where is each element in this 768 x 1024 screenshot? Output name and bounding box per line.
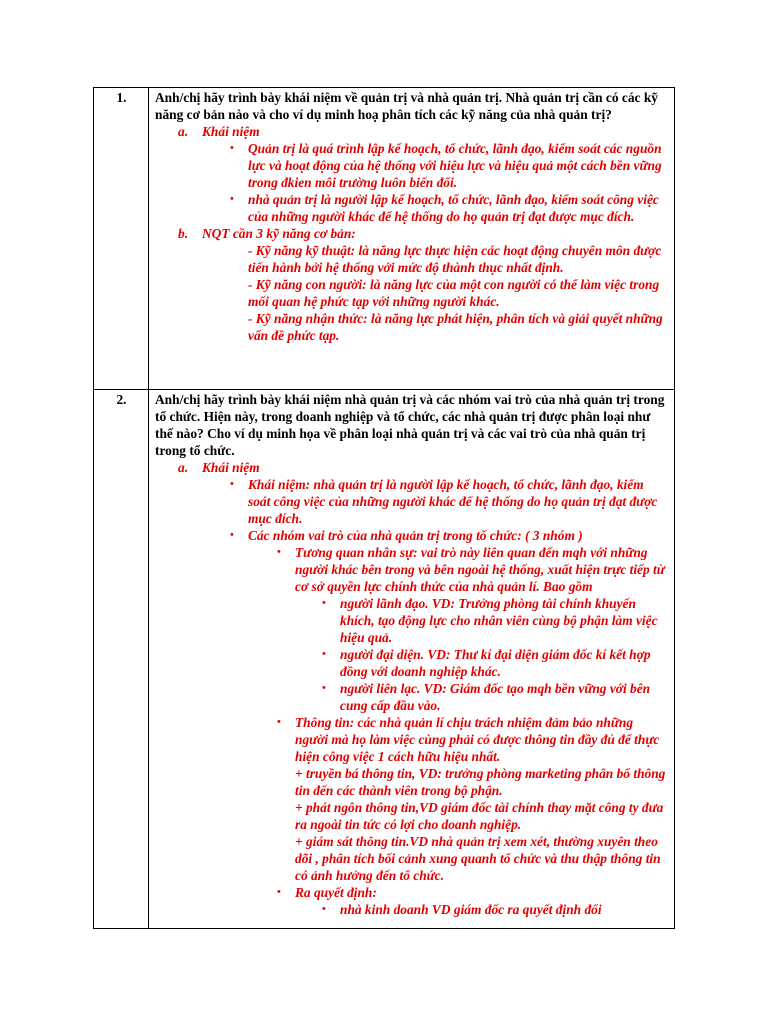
bullet-icon: • (230, 478, 234, 490)
question-number: 2. (94, 390, 149, 929)
table-row (94, 390, 675, 929)
bullet-item (155, 476, 669, 527)
skill-line: - Kỹ năng con người: là năng lực của một con người có thể làm việc trong mối quan hệ phức tạp với những người khác. (248, 277, 660, 309)
skill-line: - Kỹ năng nhận thức: là năng lực phát hiện, phân tích và giải quyết những vấn đề phức tạp. (248, 311, 663, 343)
bullet-text: Tương quan nhân sự: vai trò này liên quan đến mqh với những người khác bên trong và bên ngoài hệ thống, xuất hiện trực tiếp từ cơ sở quyền lực chính thức của nhà quản lí. Bao gồm (295, 545, 665, 594)
bullet-text: nhà kinh doanh VD giám đốc ra quyết định đổi (340, 902, 602, 917)
bullet-item (155, 901, 669, 918)
answer-content (155, 89, 669, 389)
bullet-icon: • (277, 886, 281, 898)
bullet-text: Khái niệm: nhà quản trị là người lập kế hoạch, tổ chức, lãnh đạo, kiểm soát công việc của những người khác để hệ thống do họ quản trị đạt được mục đích. (248, 477, 658, 526)
bullet-text: Ra quyết định: (295, 885, 377, 900)
bullet-icon: • (230, 193, 234, 205)
info-line: + phát ngôn thông tin,VD giám đốc tài chính thay mặt công ty đưa ra ngoài tin tức có lợi cho doanh nghiệp. (295, 800, 664, 832)
bullet-item (155, 544, 669, 595)
section-title: Khái niệm (202, 124, 260, 139)
question-number: 1. (94, 88, 149, 390)
bullet-text: nhà quản trị là người lập kế hoạch, tổ chức, lãnh đạo, kiểm soát công việc của những người khác để hệ thống do họ quản trị đạt được mục đích. (248, 192, 659, 224)
bullet-item (155, 191, 669, 225)
bullet-item (155, 646, 669, 680)
qa-table (93, 87, 675, 929)
question-cell (149, 390, 675, 929)
question-cell (149, 88, 675, 390)
question-text: Anh/chị hãy trình bày khái niệm về quản trị và nhà quản trị. Nhà quản trị cần có các kỹ năng cơ bản nào và cho ví dụ minh hoạ phân tích các kỹ năng của nhà quản trị? (155, 90, 658, 122)
bullet-icon: • (322, 903, 326, 915)
bullet-text: Thông tin: các nhà quản lí chịu trách nhiệm đảm bảo những người mà họ làm việc cùng phải có được thông tin đầy đủ để thực hiện công việc 1 cách hữu hiệu nhất. (295, 715, 660, 764)
bullet-icon: • (322, 682, 326, 694)
bullet-text: người đại diện. VD: Thư kí đại diện giám đốc kí kết hợp đồng với doanh nghiệp khác. (340, 647, 651, 679)
bullet-icon: • (322, 648, 326, 660)
section-letter: b. (178, 226, 189, 241)
section-a-heading (155, 123, 669, 140)
info-line: + giám sát thông tin.VD nhà quản trị xem xét, thường xuyên theo dõi , phân tích bối cảnh xung quanh tổ chức và thu thập thông tin có ảnh hưởng đến tổ chức. (295, 834, 661, 883)
question-text: Anh/chị hãy trình bày khái niệm nhà quản trị và các nhóm vai trò của nhà quản trị trong tổ chức. Hiện này, trong doanh nghiệp và tổ chức, các nhà quản trị được phân loại như thế nào? Cho ví dụ minh họa về phân loại nhà quản trị và các vai trò của nhà quản trị trong tổ chức. (155, 392, 665, 458)
section-letter: a. (178, 124, 189, 139)
bullet-icon: • (277, 716, 281, 728)
section-a-heading (155, 459, 669, 476)
bullet-text: người liên lạc. VD: Giám đốc tạo mqh bền vững với bên cung cấp đầu vào. (340, 681, 651, 713)
section-title: NQT cần 3 kỹ năng cơ bản: (202, 226, 356, 241)
bullet-icon: • (230, 142, 234, 154)
bullet-icon: • (230, 529, 234, 541)
skill-line: - Kỹ năng kỹ thuật: là năng lực thực hiện các hoạt động chuyên môn được tiến hành bởi hệ thống với mức độ thành thục nhất định. (248, 243, 662, 275)
bullet-text: Quản trị là quá trình lập kế hoạch, tổ chức, lãnh đạo, kiểm soát các nguồn lực và hoạt động của hệ thống với hiệu lực và hiệu quả một cách bền vững trong đkien môi trường luôn biến đổi. (248, 141, 662, 190)
info-line: + truyền bá thông tin, VD: trưởng phòng marketing phân bổ thông tin đến các thành viên trong bộ phận. (295, 766, 666, 798)
bullet-item (155, 527, 669, 544)
section-b-heading (155, 225, 669, 242)
bullet-item (155, 595, 669, 646)
table-row (94, 88, 675, 390)
bullet-text: người lãnh đạo. VD: Trưởng phòng tài chính khuyến khích, tạo động lực cho nhân viên cùng bộ phận làm việc hiệu quả. (340, 596, 658, 645)
bullet-item (155, 140, 669, 191)
bullet-item (155, 714, 669, 765)
answer-content (155, 391, 669, 928)
bullet-icon: • (322, 597, 326, 609)
bullet-item (155, 884, 669, 901)
bullet-item (155, 680, 669, 714)
bullet-text: Các nhóm vai trò của nhà quản trị trong tổ chức: ( 3 nhóm ) (248, 528, 583, 543)
section-letter: a. (178, 460, 189, 475)
section-title: Khái niệm (202, 460, 260, 475)
bullet-icon: • (277, 546, 281, 558)
